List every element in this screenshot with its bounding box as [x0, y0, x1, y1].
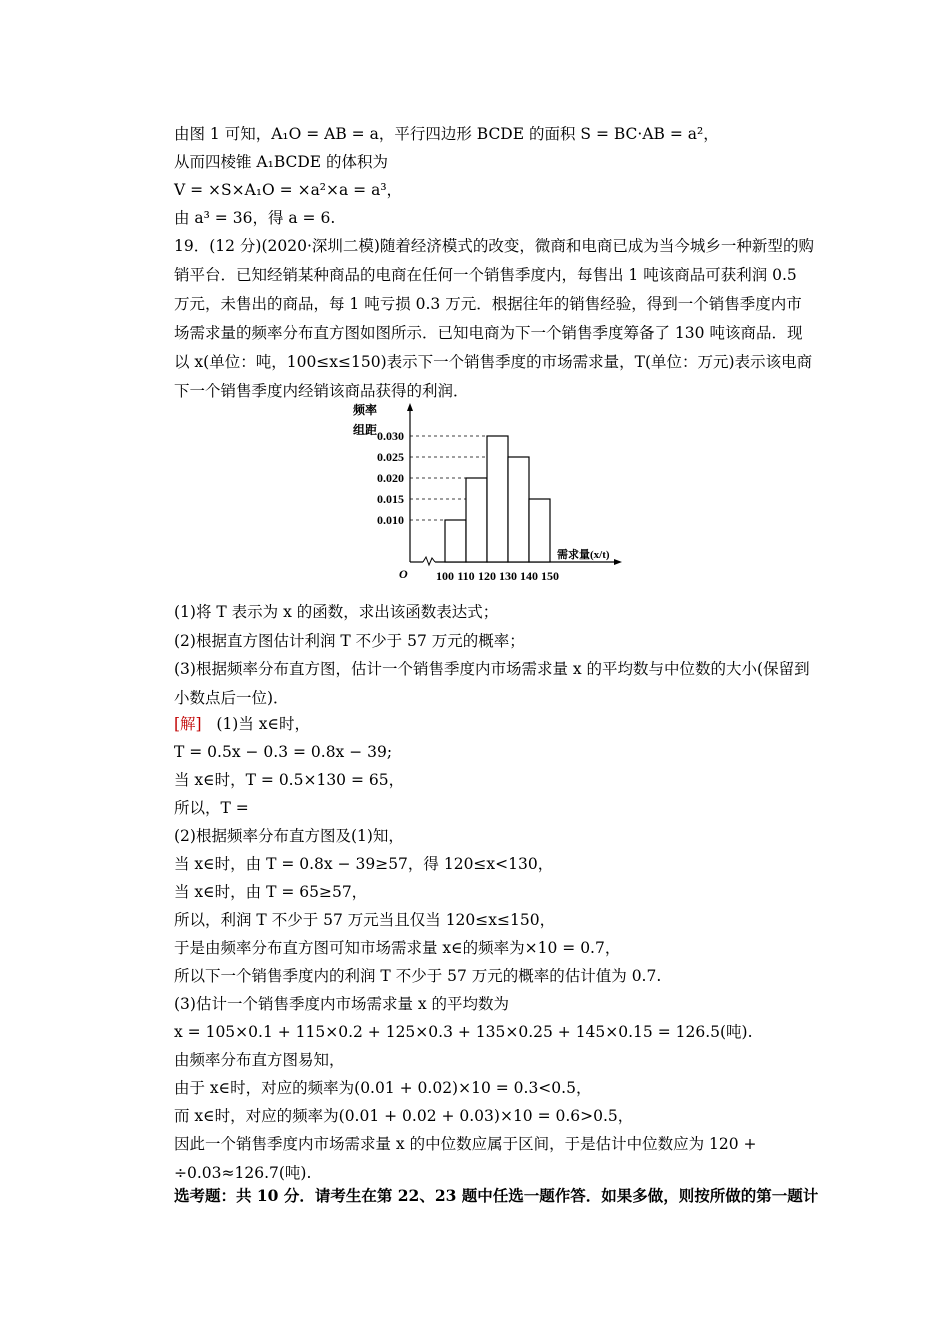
y-tick-label: 0.015	[377, 492, 404, 506]
solution-line: 所以，T =	[174, 799, 249, 817]
solution-line: 当 x∈时，T = 0.5×130 = 65，	[174, 771, 405, 789]
histogram-bar	[529, 499, 550, 562]
text-line: 从而四棱锥 A₁BCDE 的体积为	[174, 153, 389, 171]
x-axis-arrow	[614, 559, 622, 565]
solution-first-line	[174, 714, 310, 734]
question-2: (2)根据直方图估计利润 T 不少于 57 万元的概率；	[174, 632, 525, 650]
solution-line: 由频率分布直方图易知，	[174, 1051, 345, 1069]
question-3: (3)根据频率分布直方图，估计一个销售季度内市场需求量 x 的平均数与中位数的大小(保留到小数点后一位)．	[174, 660, 810, 707]
solution-part1-intro: (1)当 x∈时，	[216, 715, 310, 733]
frequency-histogram	[353, 400, 625, 590]
x-tick-label: 150	[541, 569, 559, 583]
y-tick-label: 0.025	[377, 450, 404, 464]
median-paragraph: 因此一个销售季度内市场需求量 x 的中位数应属于区间，于是估计中位数应为 120 + ÷0.03≈126.7(吨).	[174, 1135, 757, 1182]
x-tick-label: 120	[478, 569, 496, 583]
x-tick-label: 110	[457, 569, 475, 583]
solution-line: x = 105×0.1 + 115×0.2 + 125×0.3 + 135×0.25 + 145×0.15 = 126.5(吨).	[174, 1023, 753, 1041]
histogram-bar	[487, 436, 508, 562]
solution-line: 所以下一个销售季度内的利润 T 不少于 57 万元的概率的估计值为 0.7.	[174, 967, 662, 985]
question-1: (1)将 T 表示为 x 的函数，求出该函数表达式；	[174, 603, 499, 621]
y-label-top: 频率	[353, 403, 378, 417]
y-label-bottom: 组距	[353, 423, 378, 437]
solution-line: (2)根据频率分布直方图及(1)知，	[174, 827, 404, 845]
x-tick-label: 100	[436, 569, 454, 583]
x-tick-label: 130	[499, 569, 517, 583]
solution-line: 于是由频率分布直方图可知市场需求量 x∈的频率为×10 = 0.7，	[174, 939, 621, 957]
solution-line: T = 0.5x − 0.3 = 0.8x − 39;	[174, 743, 393, 761]
histogram-bar	[508, 457, 529, 562]
y-axis-arrow	[407, 403, 413, 411]
axis-break	[423, 557, 435, 565]
origin-label: O	[399, 567, 408, 581]
solution-line: 所以，利润 T 不少于 57 万元当且仅当 120≤x≤150，	[174, 911, 556, 929]
solution-tag: [解]	[174, 715, 202, 733]
solution-line: 当 x∈时，由 T = 65≥57，	[174, 883, 368, 901]
histogram-bar	[445, 520, 466, 562]
problem-19-text: 19．(12 分)(2020·深圳二模)随着经济模式的改变，微商和电商已成为当今城乡一种新型的购销平台．已知经销某种商品的电商在任何一个销售季度内，每售出 1 吨该商品可获利润 0.5 万元，未售出的商品，每 1 吨亏损 0.3 万元．根据往年的销售经验，得到一个销售季度内市场需求量的频率分布直方图如图所示．已知电商为下一个销售季度筹备了 130 吨该商品．现以 x(单位：吨，100≤x≤150)表示下一个销售季度的市场需求量，T(单位：万元)表示该电商下一个销售季度内经销该商品获得的利润．	[174, 237, 814, 400]
text-line: 由图 1 可知，A₁O = AB = a，平行四边形 BCDE 的面积 S = BC·AB = a²，	[174, 125, 719, 143]
solution-line: (3)估计一个销售季度内市场需求量 x 的平均数为	[174, 995, 510, 1013]
text-line: 由 a³ = 36，得 a = 6.	[174, 209, 336, 227]
solution-line: 由于 x∈时，对应的频率为(0.01 + 0.02)×10 = 0.3<0.5，	[174, 1079, 592, 1097]
y-tick-label: 0.020	[377, 471, 404, 485]
solution-line: 而 x∈时，对应的频率为(0.01 + 0.02 + 0.03)×10 = 0.6>0.5，	[174, 1107, 634, 1125]
histogram-bar	[466, 478, 487, 562]
text-line: V = ×S×A₁O = ×a²×a = a³，	[174, 181, 403, 199]
solution-line: 当 x∈时，由 T = 0.8x − 39≥57，得 120≤x<130，	[174, 855, 554, 873]
y-tick-label: 0.010	[377, 513, 404, 527]
x-tick-label: 140	[520, 569, 538, 583]
y-tick-label: 0.030	[377, 429, 404, 443]
elective-instruction: 选考题：共 10 分．请考生在第 22、23 题中任选一题作答．如果多做，则按所做的第一题计	[174, 1186, 819, 1205]
x-label: 需求量(x/t)	[557, 549, 610, 561]
